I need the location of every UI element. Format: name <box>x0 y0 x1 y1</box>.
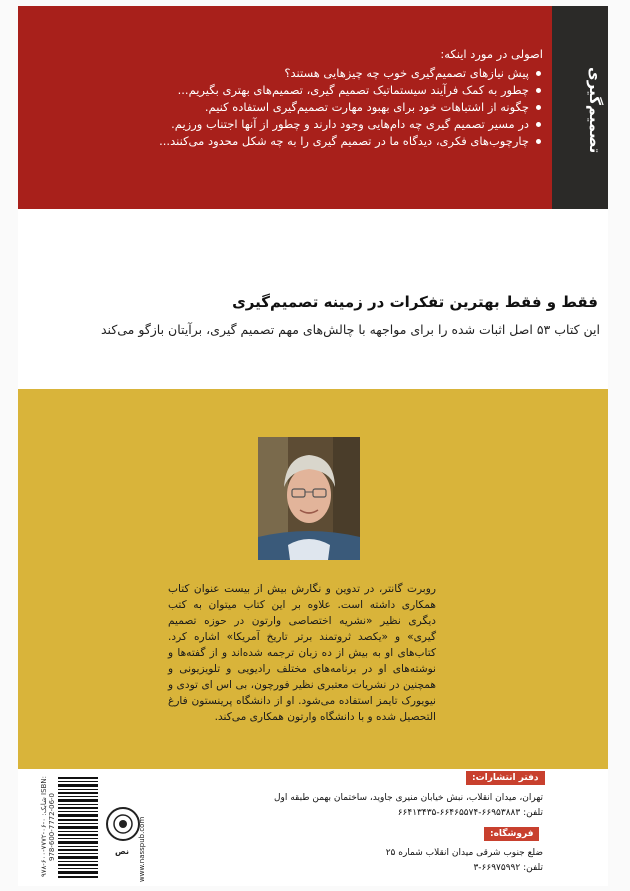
author-section <box>18 389 608 769</box>
author-portrait-image <box>258 437 360 560</box>
tagline-heading: فقط و فقط بهترین تفکرات در زمینه تصمیم‌گیری <box>232 293 598 311</box>
store-phone: تلفن: ۶۶۹۷۵۹۹۲-۳ <box>473 863 543 873</box>
publisher-section <box>18 769 608 886</box>
principle-item: چارچوب‌های فکری، دیدگاه ما در تصمیم گیری را به چه شکل محدود می‌کنند... <box>118 133 543 150</box>
store-address: ضلع جنوب شرقی میدان انقلاب شماره ۲۵ <box>385 848 543 858</box>
principles-list <box>118 65 543 150</box>
principle-item: چطور به کمک فرآیند سیستماتیک تصمیم گیری، تصمیم‌های بهتری بگیریم... <box>118 82 543 99</box>
office-address: تهران، میدان انقلاب، نبش خیابان منیری جاوید، ساختمان بهمن طبقه اول <box>273 793 543 803</box>
author-bio: روبرت گانتر، در تدوین و نگارش بیش از بیست عنوان کتاب همکاری داشته است. علاوه بر این کتاب میتوان به کتب دیگری نظیر «نشریه اختصاصی وارتون در حوزه تصمیم گیری» و «یکصد ثروتمند برتر تاریخ آمریکا» اشاره کرد. کتاب‌های او به بیش از ده زبان ترجمه شده‌اند و از گفته‌ها و نوشته‌های او در برنامه‌های مختلف رادیویی و تلویزیونی و همچنین در نشریات معتبری نظیر فورچون، بی اس ای تودی و نیویورک تایمز استفاده می‌شود. او از دانشگاه پرینستون فارغ التحصیل شده و با دانشگاه وارتون همکاری می‌کند. <box>168 583 436 723</box>
author-photo <box>258 437 360 560</box>
principles-list-block <box>118 46 543 150</box>
office-label-tag: دفتر انتشارات: <box>466 771 545 785</box>
red-band <box>18 6 608 209</box>
book-back-cover <box>18 6 608 886</box>
publisher-logo-label: نص <box>115 847 129 856</box>
principle-item: چگونه از اشتباهات خود برای بهبود مهارت تصمیم‌گیری استفاده کنیم. <box>118 99 543 116</box>
barcode-icon <box>56 775 100 881</box>
principles-intro: اصولی در مورد اینکه: <box>440 47 543 61</box>
publisher-website: www.nasspub.com <box>138 816 146 882</box>
principle-item: پیش نیازهای تصمیم‌گیری خوب چه چیزهایی هستند؟ <box>118 65 543 82</box>
tagline-text: این کتاب ۵۳ اصل اثبات شده را برای مواجهه با چالش‌های مهم تصمیم گیری، برآیتان بازگو می‌کند <box>100 322 600 337</box>
store-label-tag: فروشگاه: <box>484 827 539 841</box>
office-phone: تلفن: ۶۶۹۵۳۸۸۳-۶۶۴۶۵۵۷۴-۶۶۴۱۳۴۳۵ <box>397 808 543 818</box>
spine-title: تصمیم‌گیری <box>586 66 604 154</box>
publisher-logo-mark-icon <box>112 813 134 835</box>
principle-item: در مسیر تصمیم گیری چه دام‌هایی وجود دارند و چطور از آنها اجتناب ورزیم. <box>118 116 543 133</box>
publisher-logo-icon <box>106 807 140 841</box>
isbn-text: شابک: ۰-۰۶-۷۷۷۲-۶۰۰-۹۷۸ ISBN: 978-600-7772-06-0 <box>40 776 56 878</box>
tagline-section <box>18 209 608 389</box>
